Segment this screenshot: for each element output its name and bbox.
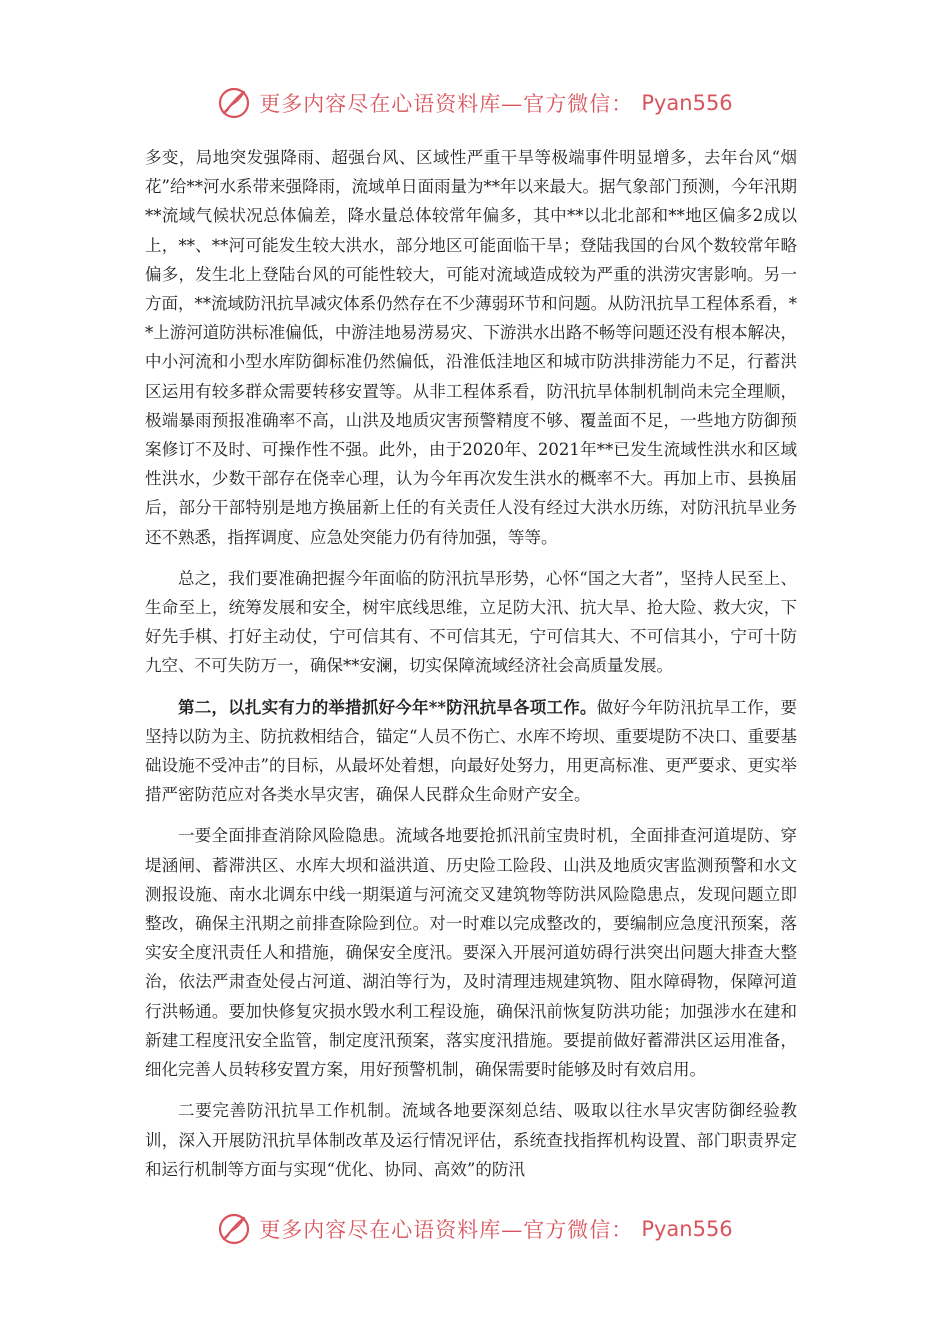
watermark-text: 更多内容尽在心语资料库—官方微信： bbox=[259, 1218, 634, 1242]
paragraph-text: 二要完善防汛抗旱工作机制。流域各地要深刻总结、吸取以往水旱灾害防御经验教训，深入开展防汛抗旱体制改革及运行情况评估，系统查找指挥机构设置、部门职责界定和运行机制等方面与实现“优化、协同、高效”的防汛 bbox=[145, 1101, 797, 1179]
paragraph-text: 多变，局地突发强降雨、超强台风、区域性严重干旱等极端事件明显增多，去年台风“烟花”给**河水系带来强降雨，流域单日面雨量为**年以来最大。据气象部门预测，今年汛期**流域气候状况总体偏差，降水量总体较常年偏多，其中**以北北部和**地区偏多2成以上，**、**河可能发生较大洪水，部分地区可能面临干旱；登陆我国的台风个数较常年略偏多，发生北上登陆台风的可能性较大，可能对流域造成较为严重的洪涝灾害影响。另一方面，**流域防汛抗旱减灾体系仍然存在不少薄弱环节和问题。从防汛抗旱工程体系看，**上游河道防洪标准偏低，中游洼地易涝易灾、下游洪水出路不畅等问题还没有根本解决，中小河流和小型水库防御标准仍然偏低，沿淮低洼地区和城市防洪排涝能力不足，行蓄洪区运用有较多群众需要转移安置等。从非工程体系看，防汛抗旱体制机制尚未完全理顺，极端暴雨预报准确率不高，山洪及地质灾害预警精度不够、覆盖面不足，一些地方防御预案修订不及时、可操作性不强。此外，由于2020年、2021年**已发生流域性洪水和区域性洪水，少数干部存在侥幸心理，认为今年再次发生洪水的概率不大。再加上市、县换届后，部分干部特别是地方换届新上任的有关责任人没有经过大洪水历练，对防汛抗旱业务还不熟悉，指挥调度、应急处突能力仍有待加强，等等。 bbox=[145, 148, 797, 547]
quill-logo-icon bbox=[217, 1212, 251, 1246]
paragraph-1 bbox=[145, 143, 797, 552]
watermark-wechat-id: Pyan556 bbox=[641, 91, 733, 115]
paragraph-4 bbox=[145, 821, 797, 1084]
paragraph-3 bbox=[145, 693, 797, 810]
watermark-footer bbox=[0, 1209, 950, 1249]
document-body bbox=[145, 143, 797, 1196]
paragraph-text: 做好今年防汛抗旱工作，要坚持以防为主、防抗救相结合，锚定“人员不伤亡、水库不垮坝、重要堤防不决口、重要基础设施不受冲击”的目标，从最坏处着想，向最好处努力，用更高标准、更严要求、更实举措严密防范应对各类水旱灾害，确保人民群众生命财产安全。 bbox=[145, 697, 798, 805]
watermark-text: 更多内容尽在心语资料库—官方微信： bbox=[259, 92, 634, 116]
watermark-wechat-id: Pyan556 bbox=[641, 1217, 733, 1241]
paragraph-text: 一要全面排查消除风险隐患。流域各地要抢抓汛前宝贵时机，全面排查河道堤防、穿堤涵闸、蓄滞洪区、水库大坝和溢洪道、历史险工险段、山洪及地质灾害监测预警和水文测报设施、南水北调东中线一期渠道与河流交叉建筑物等防洪风险隐患点，发现问题立即整改，确保主汛期之前排查除险到位。对一时难以完成整改的，要编制应急度汛预案，落实安全度汛责任人和措施，确保安全度汛。要深入开展河道妨碍行洪突出问题大排查大整治，依法严肃查处侵占河道、湖泊等行为，及时清理违规建筑物、阻水障碍物，保障河道行洪畅通。要加快修复灾损水毁水利工程设施，确保汛前恢复防洪功能；加强涉水在建和新建工程度汛安全监管，制定度汛预案，落实度汛措施。要提前做好蓄滞洪区运用准备，细化完善人员转移安置方案，用好预警机制，确保需要时能够及时有效启用。 bbox=[145, 826, 797, 1080]
paragraph-2 bbox=[145, 564, 797, 681]
watermark-header bbox=[0, 83, 950, 123]
paragraph-text: 总之，我们要准确把握今年面临的防汛抗旱形势，心怀“国之大者”，坚持人民至上、生命至上，统筹发展和安全，树牢底线思维，立足防大汛、抗大旱、抢大险、救大灾，下好先手棋、打好主动仗，宁可信其有、不可信其无，宁可信其大、不可信其小，宁可十防九空、不可失防万一，确保**安澜，切实保障流域经济社会高质量发展。 bbox=[145, 568, 797, 676]
quill-logo-icon bbox=[217, 86, 251, 120]
paragraph-5 bbox=[145, 1096, 797, 1184]
section-heading: 第二，以扎实有力的举措抓好今年**防汛抗旱各项工作。 bbox=[178, 697, 597, 717]
